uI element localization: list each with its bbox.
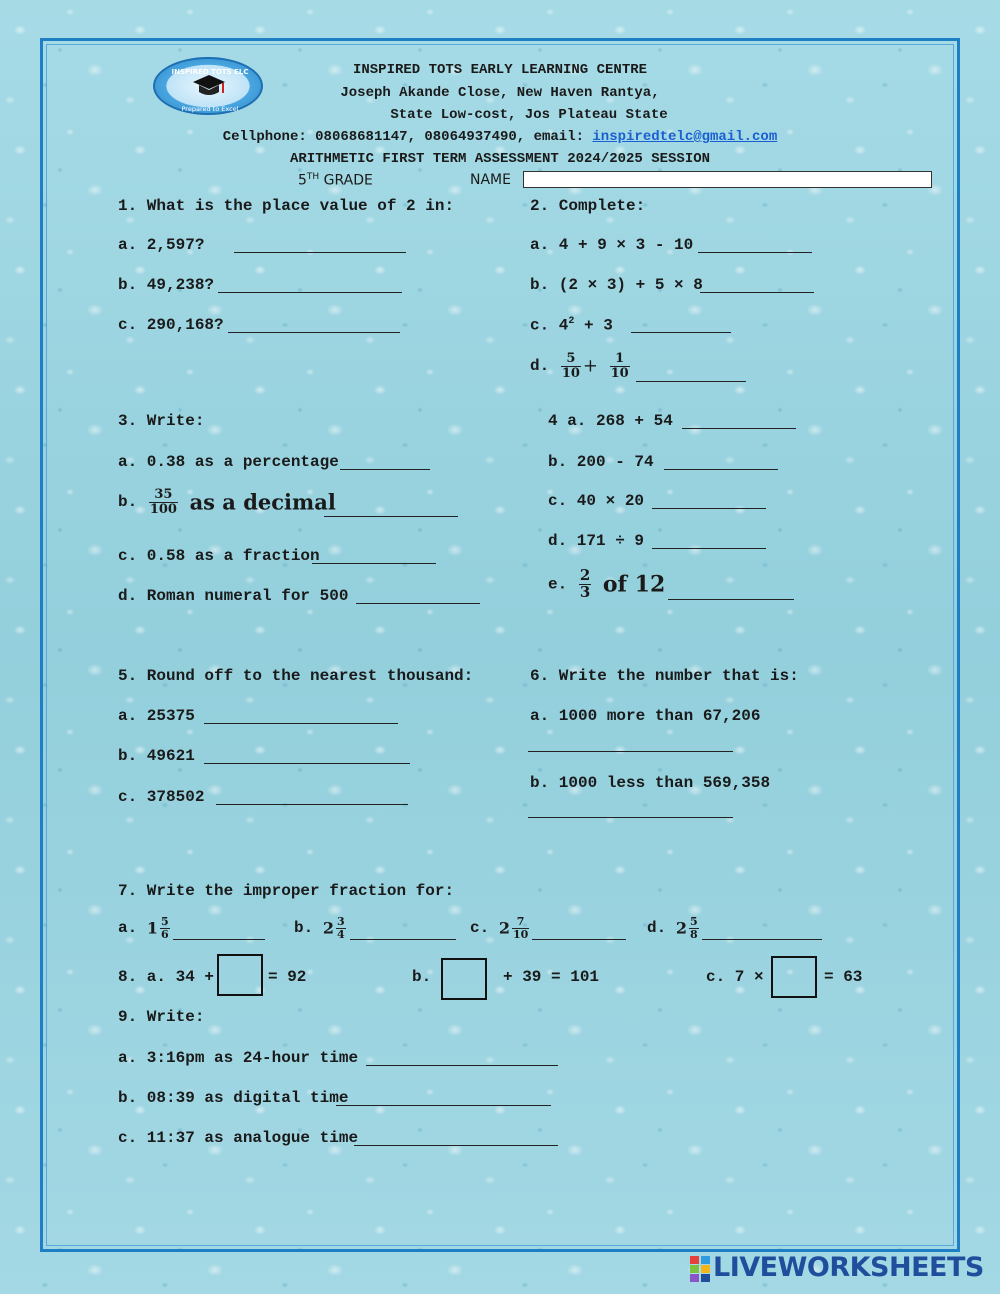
q7d-fraction: $\frac{5}{8}$	[689, 915, 698, 941]
q6-title: 6. Write the number that is:	[530, 667, 799, 685]
q4e-fraction: $\frac{2}{3}$	[579, 566, 591, 601]
q2d-answer-line[interactable]	[636, 381, 746, 382]
email-link[interactable]: inspiredtelc@gmail.com	[592, 129, 778, 145]
q5c-text: c. 378502	[118, 788, 205, 806]
q9b-answer-line[interactable]	[336, 1105, 551, 1106]
q7b-fraction: $\frac{3}{4}$	[336, 915, 345, 941]
q3b-text: b. $\frac{35}{100}$ as a decimal	[118, 487, 336, 517]
q2a-text: a. 4 + 9 × 3 - 10	[530, 236, 694, 254]
q8b-suffix: + 39 = 101	[503, 968, 600, 986]
q2b-answer-line[interactable]	[700, 292, 814, 293]
q3a-answer-line[interactable]	[340, 469, 430, 470]
contact-line	[0, 129, 1000, 145]
q3b-fraction: $\frac{35}{100}$	[149, 487, 177, 517]
q9c-answer-line[interactable]	[354, 1145, 558, 1146]
q1a-text: a. 2,597?	[118, 236, 205, 254]
q4e-text: e. $\frac{2}{3}$ of 12	[548, 566, 666, 601]
q7d-answer-line[interactable]	[702, 939, 822, 940]
q1c-answer-line[interactable]	[228, 332, 400, 333]
q9b-text: b. 08:39 as digital time	[118, 1089, 349, 1107]
q5c-answer-line[interactable]	[216, 804, 408, 805]
logo-text-bottom: Prepared to Excel	[181, 105, 239, 113]
q8b-prefix: b.	[412, 968, 432, 986]
q2c-text: c. $4^2 + 3$	[530, 316, 613, 335]
q4c-answer-line[interactable]	[652, 508, 766, 509]
q8c-answer-box[interactable]	[771, 956, 817, 998]
q1c-text: c. 290,168?	[118, 316, 224, 334]
address-line-2: State Low-cost, Jos Plateau State	[390, 107, 668, 123]
q2b-text: b. (2 × 3) + 5 × 8	[530, 276, 703, 294]
q2d-text: d. $\frac{5}{10}$ + $\frac{1}{10}$	[530, 351, 629, 381]
q1-title: 1. What is the place value of 2 in:	[118, 197, 455, 215]
q7b-answer-line[interactable]	[350, 939, 456, 940]
q2-title: 2. Complete:	[530, 197, 646, 215]
page-border	[40, 38, 960, 1252]
q9-title: 9. Write:	[118, 1008, 205, 1026]
q3-title: 3. Write:	[118, 412, 205, 430]
q7c-fraction: $\frac{7}{10}$	[512, 915, 529, 941]
q9a-text: a. 3:16pm as 24-hour time	[118, 1049, 359, 1067]
q9a-answer-line[interactable]	[366, 1065, 558, 1066]
q4b-text: b. 200 - 74	[548, 453, 654, 471]
contact-phones: Cellphone: 08068681147, 08064937490, email:	[222, 129, 593, 145]
q2d-fraction-2: $\frac{1}{10}$	[610, 351, 629, 381]
grade-label: 5TH GRADE	[298, 172, 373, 189]
q3b-answer-line[interactable]	[324, 516, 458, 517]
q4e-answer-line[interactable]	[668, 599, 794, 600]
q7a-answer-line[interactable]	[173, 939, 265, 940]
q5-title: 5. Round off to the nearest thousand:	[118, 667, 474, 685]
q4c-text: c. 40 × 20	[548, 492, 645, 510]
q4d-answer-line[interactable]	[652, 548, 766, 549]
q8c-suffix: = 63	[824, 968, 863, 986]
q7a-fraction: $\frac{5}{6}$	[160, 915, 169, 941]
q4b-answer-line[interactable]	[664, 469, 778, 470]
q7c-answer-line[interactable]	[532, 939, 626, 940]
q3c-text: c. 0.58 as a fraction	[118, 547, 320, 565]
q3c-answer-line[interactable]	[312, 563, 436, 564]
q6b-text: b. 1000 less than 569,358	[530, 774, 771, 792]
school-name: INSPIRED TOTS EARLY LEARNING CENTRE	[352, 62, 648, 78]
q5b-answer-line[interactable]	[204, 763, 410, 764]
q4a-answer-line[interactable]	[682, 428, 796, 429]
q6a-text: a. 1000 more than 67,206	[530, 707, 761, 725]
q7a-text: a. 1 $\frac{5}{6}$	[118, 915, 169, 941]
q4d-text: d. 171 ÷ 9	[548, 532, 645, 550]
q1b-answer-line[interactable]	[218, 292, 402, 293]
q3d-text: d. Roman numeral for 500	[118, 587, 349, 605]
brand-text: LIVEWORKSHEETS	[713, 1252, 984, 1283]
liveworksheets-brand[interactable]	[690, 1252, 984, 1283]
q7c-text: c. 2 $\frac{7}{10}$	[470, 915, 529, 941]
q8a-suffix: = 92	[268, 968, 307, 986]
name-input[interactable]	[523, 171, 932, 188]
q7d-text: d. 2 $\frac{5}{8}$	[647, 915, 698, 941]
assessment-title: ARITHMETIC FIRST TERM ASSESSMENT 2024/2025 SESSION	[289, 151, 711, 167]
q2a-answer-line[interactable]	[698, 252, 812, 253]
q9c-text: c. 11:37 as analogue time	[118, 1129, 359, 1147]
q6a-answer-line[interactable]	[528, 751, 733, 752]
q6b-answer-line[interactable]	[528, 817, 733, 818]
liveworksheets-logo-icon	[690, 1256, 710, 1282]
q8c-prefix: c. 7 ×	[706, 968, 764, 986]
q2c-answer-line[interactable]	[631, 332, 731, 333]
logo-text-top: INSPIRED TOTS ELC	[171, 68, 249, 76]
q8a-answer-box[interactable]	[217, 954, 263, 996]
q3a-text: a. 0.38 as a percentage	[118, 453, 339, 471]
q4a-text: 4 a. 268 + 54	[548, 412, 673, 430]
q2d-fraction-1: $\frac{5}{10}$	[561, 351, 580, 381]
q8a-prefix: 8. a. 34 +	[118, 968, 215, 986]
q7-title: 7. Write the improper fraction for:	[118, 882, 455, 900]
q1a-answer-line[interactable]	[234, 252, 406, 253]
address-line-1: Joseph Akande Close, New Haven Rantya,	[340, 85, 660, 101]
q5b-text: b. 49621	[118, 747, 195, 765]
q1b-text: b. 49,238?	[118, 276, 215, 294]
q3d-answer-line[interactable]	[356, 603, 480, 604]
q5a-text: a. 25375	[118, 707, 195, 725]
q5a-answer-line[interactable]	[204, 723, 398, 724]
name-label: NAME	[470, 172, 511, 188]
q7b-text: b. 2 $\frac{3}{4}$	[294, 915, 345, 941]
q8b-answer-box[interactable]	[441, 958, 487, 1000]
